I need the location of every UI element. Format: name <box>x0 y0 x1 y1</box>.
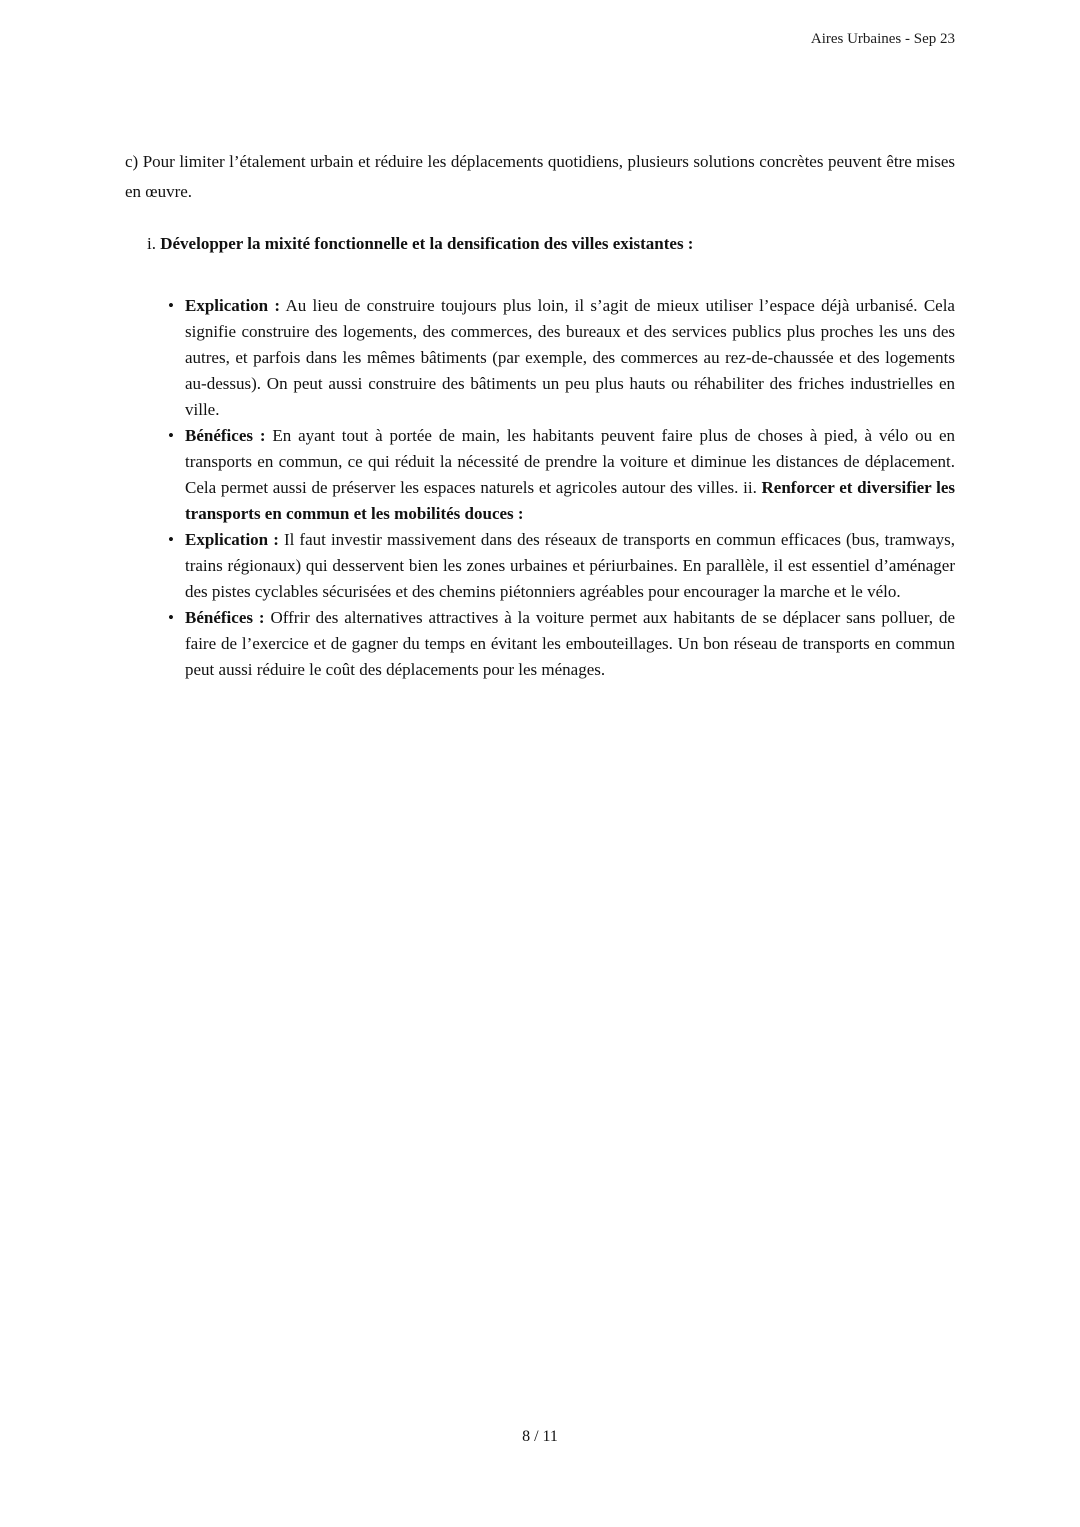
section-title: Développer la mixité fonctionnelle et la densification des villes existantes : <box>160 234 694 253</box>
list-item <box>185 605 955 683</box>
page-header <box>125 31 955 48</box>
bullet-label: Explication : <box>185 530 279 549</box>
bullet-text: Il faut investir massivement dans des réseaux de transports en commun efficaces (bus, tramways, trains régionaux) qui desservent bien les zones urbaines et périurbaines. En parallèle, il est essentiel d’aménager des pistes cyclables sécurisées et des chemins piétonniers agréables pour encourager la marche et le vélo. <box>185 530 955 601</box>
page-footer <box>0 1428 1080 1446</box>
page-content <box>125 147 955 683</box>
list-item <box>185 293 955 423</box>
bullet-list <box>125 293 955 683</box>
bullet-text: Au lieu de construire toujours plus loin, il s’agit de mieux utiliser l’espace déjà urbanisé. Cela signifie construire des logements, des commerces, des bureaux et des services publics plus proches les uns des autres, et parfois dans les mêmes bâtiments (par exemple, des commerces au rez-de-chaussée et des logements au-dessus). On peut aussi construire des bâtiments un peu plus hauts ou réhabiliter des friches industrielles en ville. <box>185 296 955 419</box>
bullet-bold-tail: Renforcer et diversifier les transports en commun et les mobilités douces : <box>185 478 955 523</box>
intro-paragraph: c) Pour limiter l’étalement urbain et réduire les déplacements quotidiens, plusieurs solutions concrètes peuvent être mises en œuvre. <box>125 152 955 201</box>
bullet-label: Explication : <box>185 296 281 315</box>
list-item <box>185 423 955 527</box>
page-number: 8 / 11 <box>522 1428 558 1445</box>
bullet-label: Bénéfices : <box>185 608 265 627</box>
section-heading <box>147 231 955 257</box>
list-item <box>185 527 955 605</box>
section-number: i. <box>147 234 156 253</box>
bullet-label: Bénéfices : <box>185 426 266 445</box>
bullet-text: Offrir des alternatives attractives à la voiture permet aux habitants de se déplacer sans polluer, de faire de l’exercice et de gagner du temps en évitant les embouteillages. Un bon réseau de transports en commun peut aussi réduire le coût des déplacements pour les ménages. <box>185 608 956 679</box>
header-title: Aires Urbaines - Sep 23 <box>810 31 955 47</box>
bullet-text: En ayant tout à portée de main, les habitants peuvent faire plus de choses à pied, à vélo ou en transports en commun, ce qui réduit la nécessité de prendre la voiture et diminue les distances de déplacement. Cela permet aussi de préserver les espaces naturels et agricoles autour des villes. ii. <box>185 426 955 497</box>
